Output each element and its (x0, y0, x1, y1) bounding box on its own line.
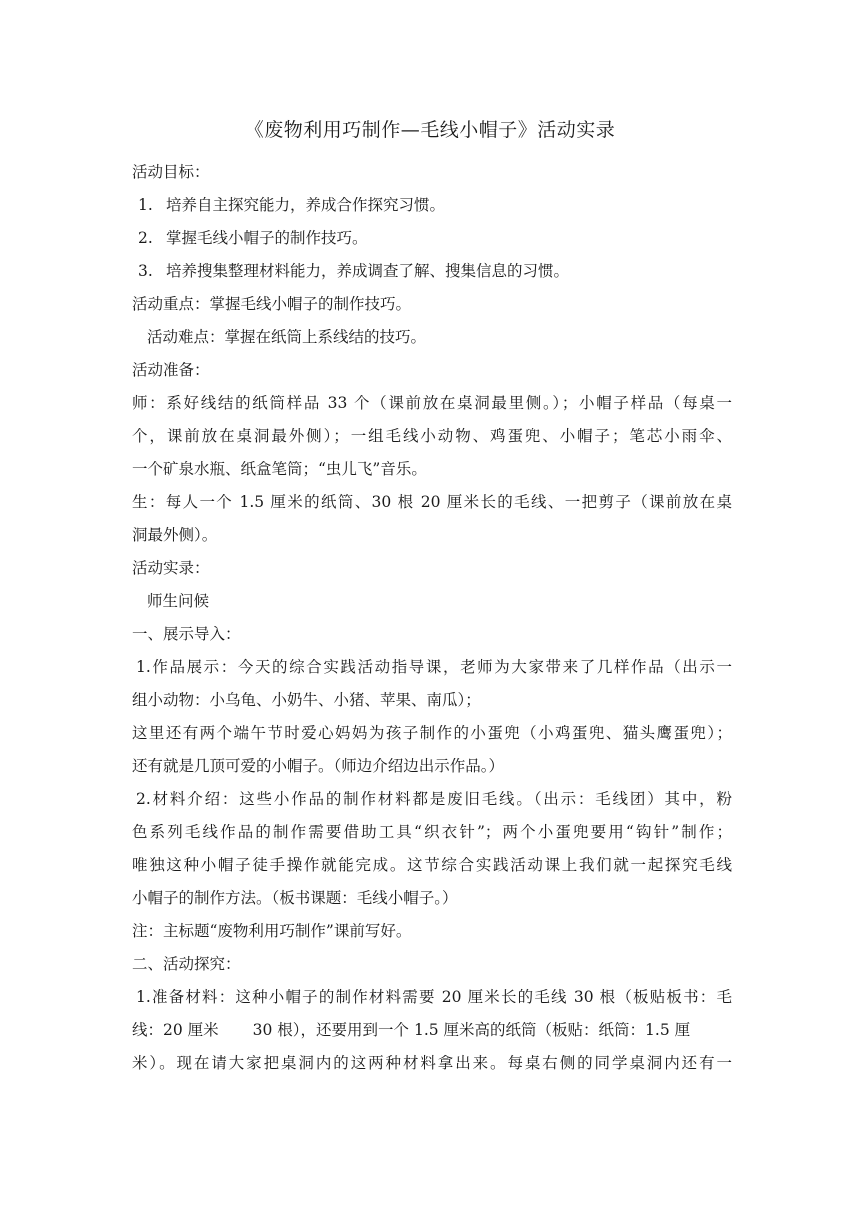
student-prep-line: 生：每人一个 1.5 厘米的纸筒、30 根 20 厘米长的毛线、一把剪子（课前放在桌 (132, 493, 732, 511)
section1-paragraph-line: 色系列毛线作品的制作需要借助工具“织衣针”；两个小蛋兜要用“钩针”制作； (132, 823, 732, 841)
document-title: 《废物利用巧制作—毛线小帽子》活动实录 (244, 119, 616, 141)
goal-number: 2. (138, 229, 153, 247)
teacher-prep-line: 个，课前放在桌洞最外侧）；一组毛线小动物、鸡蛋兜、小帽子；笔芯小雨伞、 (132, 427, 732, 445)
key-point: 活动重点：掌握毛线小帽子的制作技巧。 (132, 295, 412, 313)
section2-paragraph-line: 米）。现在请大家把桌洞内的这两种材料拿出来。每桌右侧的同学桌洞内还有一 (132, 1054, 732, 1072)
goal-number: 1. (138, 196, 153, 214)
teacher-prep-line: 一个矿泉水瓶、纸盒笔筒；“虫儿飞”音乐。 (132, 460, 427, 478)
goal-text: 培养搜集整理材料能力，养成调查了解、搜集信息的习惯。 (166, 262, 570, 280)
section1-heading: 一、展示导入： (132, 625, 241, 643)
goals-heading: 活动目标： (132, 163, 210, 181)
difficulty: 活动难点：掌握在纸筒上系线结的技巧。 (147, 328, 427, 346)
section1-paragraph-line: 1.作品展示：今天的综合实践活动指导课，老师为大家带来了几样作品（出示一 (136, 658, 732, 676)
section1-paragraph-line: 还有就是几顶可爱的小帽子。（师边介绍边出示作品。） (132, 757, 505, 775)
section2-heading: 二、活动探究： (132, 955, 241, 973)
section1-paragraph-line: 2.材料介绍：这些小作品的制作材料都是废旧毛线。（出示：毛线团）其中，粉 (136, 790, 732, 808)
document-body (132, 156, 732, 1080)
prep-heading: 活动准备： (132, 361, 210, 379)
section2-line-part: 30 根），还要用到一个 1.5 厘米高的纸筒（板贴：纸筒：1.5 厘 (252, 1021, 691, 1039)
note: 注：主标题“废物利用巧制作”课前写好。 (132, 922, 412, 940)
teacher-prep-line: 师：系好线结的纸筒样品 33 个（课前放在桌洞最里侧。）；小帽子样品（每桌一 (132, 394, 732, 412)
goal-number: 3. (138, 262, 153, 280)
goal-item (132, 255, 732, 288)
record-heading: 活动实录： (132, 559, 210, 577)
section1-paragraph-line: 组小动物：小乌龟、小奶牛、小猪、苹果、南瓜）； (132, 691, 481, 709)
section2-paragraph-line (132, 1014, 732, 1047)
section1-paragraph-line: 唯独这种小帽子徒手操作就能完成。这节综合实践活动课上我们就一起探究毛线 (132, 856, 732, 874)
section1-paragraph-line: 小帽子的制作方法。（板书课题：毛线小帽子。） (132, 889, 458, 907)
student-prep-line: 洞最外侧）。 (132, 526, 218, 544)
goal-item (132, 222, 732, 255)
goal-item (132, 189, 732, 222)
greeting: 师生问候 (147, 592, 210, 610)
section2-paragraph-line: 1.准备材料：这种小帽子的制作材料需要 20 厘米长的毛线 30 根（板贴板书：毛 (136, 988, 732, 1006)
section1-paragraph-line: 这里还有两个端午节时爱心妈妈为孩子制作的小蛋兜（小鸡蛋兜、猫头鹰蛋兜）； (132, 724, 732, 742)
goal-text: 掌握毛线小帽子的制作技巧。 (166, 229, 368, 247)
section2-line-part: 线：20 厘米 (132, 1021, 219, 1039)
goal-text: 培养自主探究能力，养成合作探究习惯。 (166, 196, 446, 214)
